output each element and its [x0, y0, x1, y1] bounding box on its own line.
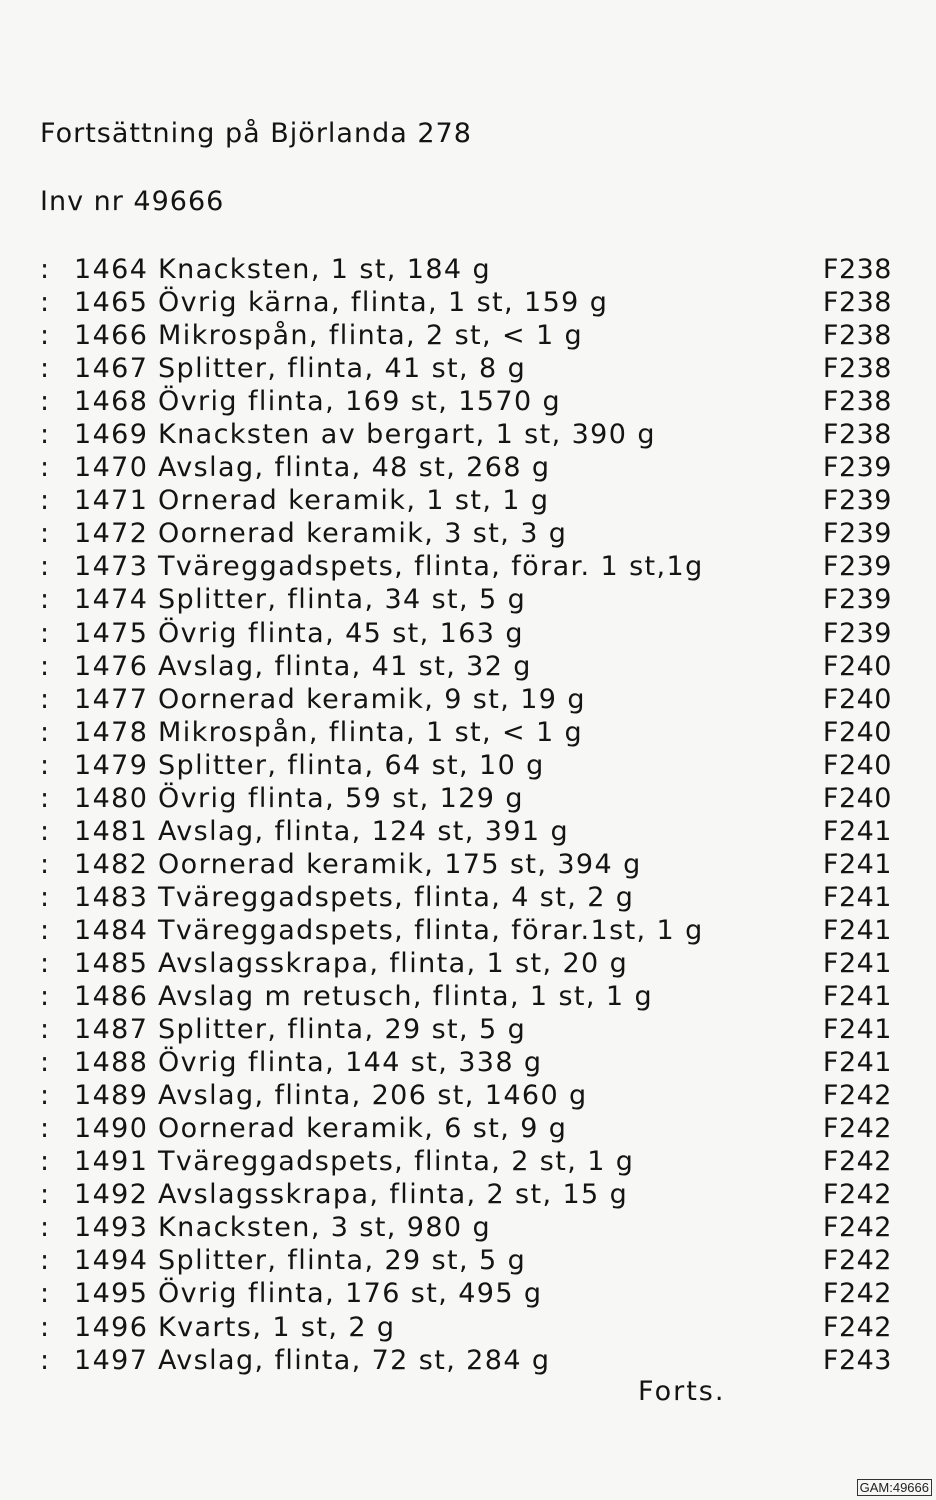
entry-colon: : [40, 881, 51, 913]
entry-number: 1496 [74, 1311, 149, 1343]
entry-colon: : [40, 848, 51, 880]
entry-code: F239 [822, 551, 892, 583]
entry-description: Avslag, flinta, 41 st, 32 g [158, 650, 532, 682]
list-item [40, 683, 892, 716]
entry-description: Avslag m retusch, flinta, 1 st, 1 g [158, 981, 653, 1013]
entry-colon: : [40, 1146, 51, 1178]
entry-code: F242 [822, 1311, 892, 1343]
list-item [40, 319, 892, 352]
entry-code: F240 [822, 683, 892, 715]
list-item [40, 1311, 892, 1344]
entry-code: F241 [822, 1014, 892, 1046]
entry-number: 1473 [74, 551, 149, 583]
list-item [40, 1244, 892, 1277]
entry-description: Mikrospån, flinta, 1 st, < 1 g [158, 716, 584, 748]
entry-description: Kvarts, 1 st, 2 g [158, 1311, 396, 1343]
entry-code: F238 [822, 320, 892, 352]
entry-description: Avslag, flinta, 72 st, 284 g [158, 1344, 551, 1376]
list-item [40, 1145, 892, 1178]
entry-colon: : [40, 617, 51, 649]
entry-colon: : [40, 584, 51, 616]
entry-colon: : [40, 419, 51, 451]
entry-colon: : [40, 518, 51, 550]
entry-code: F242 [822, 1080, 892, 1112]
entry-number: 1472 [74, 518, 149, 550]
entry-number: 1474 [74, 584, 149, 616]
entry-code: F243 [822, 1344, 892, 1376]
document-title: Fortsättning på Björlanda 278 [40, 118, 472, 149]
entry-number: 1480 [74, 782, 149, 814]
entry-description: Övrig flinta, 169 st, 1570 g [158, 386, 562, 418]
entry-description: Knacksten, 3 st, 980 g [158, 1212, 492, 1244]
entry-colon: : [40, 254, 51, 285]
list-item [40, 1112, 892, 1145]
entry-colon: : [40, 287, 51, 319]
archive-stamp: GAM:49666 [857, 1479, 932, 1496]
entry-description: Knacksten av bergart, 1 st, 390 g [158, 419, 656, 451]
entry-description: Oornerad keramik, 175 st, 394 g [158, 848, 642, 880]
entry-code: F238 [822, 287, 892, 319]
list-item [40, 650, 892, 683]
entry-code: F239 [822, 452, 892, 484]
entry-description: Splitter, flinta, 64 st, 10 g [158, 749, 545, 781]
list-item [40, 583, 892, 616]
entry-code: F239 [822, 518, 892, 550]
entry-description: Knacksten, 1 st, 184 g [158, 254, 492, 285]
entry-description: Splitter, flinta, 34 st, 5 g [158, 584, 527, 616]
entry-number: 1492 [74, 1179, 149, 1211]
list-item [40, 451, 892, 484]
entry-description: Ornerad keramik, 1 st, 1 g [158, 485, 550, 517]
entry-number: 1466 [74, 320, 149, 352]
entry-code: F241 [822, 848, 892, 880]
entry-number: 1475 [74, 617, 149, 649]
list-item [40, 914, 892, 947]
entry-description: Oornerad keramik, 3 st, 3 g [158, 518, 568, 550]
list-item [40, 848, 892, 881]
entry-number: 1497 [74, 1344, 149, 1376]
entry-colon: : [40, 320, 51, 352]
entry-code: F239 [822, 584, 892, 616]
entry-colon: : [40, 1179, 51, 1211]
list-item [40, 947, 892, 980]
list-item [40, 1046, 892, 1079]
entry-number: 1470 [74, 452, 149, 484]
list-item [40, 418, 892, 451]
entry-code: F242 [822, 1278, 892, 1310]
entry-number: 1464 [74, 254, 149, 285]
list-item [40, 352, 892, 385]
entry-colon: : [40, 1080, 51, 1112]
entry-colon: : [40, 1278, 51, 1310]
entry-code: F241 [822, 947, 892, 979]
list-item [40, 1079, 892, 1112]
entry-colon: : [40, 683, 51, 715]
entry-colon: : [40, 749, 51, 781]
entry-description: Övrig flinta, 144 st, 338 g [158, 1047, 543, 1079]
entry-colon: : [40, 1245, 51, 1277]
entry-number: 1485 [74, 947, 149, 979]
entry-description: Splitter, flinta, 29 st, 5 g [158, 1245, 527, 1277]
entry-code: F241 [822, 914, 892, 946]
entry-description: Avslag, flinta, 206 st, 1460 g [158, 1080, 588, 1112]
entry-code: F238 [822, 254, 892, 285]
entry-description: Tväreggadspets, flinta, förar.1st, 1 g [158, 914, 704, 946]
entry-colon: : [40, 1212, 51, 1244]
entry-code: F242 [822, 1212, 892, 1244]
entry-colon: : [40, 947, 51, 979]
inventory-number: Inv nr 49666 [40, 186, 225, 217]
entry-number: 1467 [74, 353, 149, 385]
entry-number: 1465 [74, 287, 149, 319]
entry-number: 1482 [74, 848, 149, 880]
entry-list [40, 253, 892, 1377]
entry-number: 1468 [74, 386, 149, 418]
entry-colon: : [40, 1047, 51, 1079]
entry-number: 1479 [74, 749, 149, 781]
entry-code: F242 [822, 1146, 892, 1178]
entry-description: Tväreggadspets, flinta, förar. 1 st,1g [158, 551, 704, 583]
entry-colon: : [40, 981, 51, 1013]
entry-description: Övrig kärna, flinta, 1 st, 159 g [158, 287, 609, 319]
entry-colon: : [40, 815, 51, 847]
entry-colon: : [40, 452, 51, 484]
entry-colon: : [40, 716, 51, 748]
entry-description: Avslag, flinta, 124 st, 391 g [158, 815, 569, 847]
list-item [40, 517, 892, 550]
entry-number: 1486 [74, 981, 149, 1013]
entry-description: Tväreggadspets, flinta, 2 st, 1 g [158, 1146, 635, 1178]
entry-colon: : [40, 353, 51, 385]
entry-description: Avslagsskrapa, flinta, 1 st, 20 g [158, 947, 629, 979]
list-item [40, 782, 892, 815]
entry-colon: : [40, 485, 51, 517]
entry-code: F242 [822, 1179, 892, 1211]
list-item [40, 815, 892, 848]
entry-code: F239 [822, 485, 892, 517]
entry-colon: : [40, 1344, 51, 1376]
entry-description: Övrig flinta, 59 st, 129 g [158, 782, 524, 814]
list-item [40, 881, 892, 914]
list-item [40, 749, 892, 782]
entry-code: F238 [822, 353, 892, 385]
entry-code: F242 [822, 1245, 892, 1277]
entry-number: 1489 [74, 1080, 149, 1112]
entry-code: F241 [822, 981, 892, 1013]
entry-description: Mikrospån, flinta, 2 st, < 1 g [158, 320, 584, 352]
entry-code: F240 [822, 650, 892, 682]
entry-code: F240 [822, 782, 892, 814]
entry-code: F239 [822, 617, 892, 649]
entry-code: F242 [822, 1113, 892, 1145]
entry-number: 1471 [74, 485, 149, 517]
list-item [40, 980, 892, 1013]
entry-code: F241 [822, 881, 892, 913]
entry-number: 1494 [74, 1245, 149, 1277]
list-item [40, 1178, 892, 1211]
entry-description: Avslag, flinta, 48 st, 268 g [158, 452, 551, 484]
entry-number: 1478 [74, 716, 149, 748]
continuation-note: Forts. [638, 1376, 726, 1407]
list-item [40, 484, 892, 517]
entry-description: Oornerad keramik, 6 st, 9 g [158, 1113, 568, 1145]
entry-number: 1495 [74, 1278, 149, 1310]
entry-code: F241 [822, 1047, 892, 1079]
list-item [40, 550, 892, 583]
entry-code: F238 [822, 386, 892, 418]
entry-description: Övrig flinta, 45 st, 163 g [158, 617, 524, 649]
entry-description: Splitter, flinta, 29 st, 5 g [158, 1014, 527, 1046]
list-item [40, 286, 892, 319]
list-item [40, 716, 892, 749]
entry-colon: : [40, 650, 51, 682]
list-item [40, 1277, 892, 1310]
entry-description: Tväreggadspets, flinta, 4 st, 2 g [158, 881, 635, 913]
entry-colon: : [40, 551, 51, 583]
entry-code: F240 [822, 749, 892, 781]
entry-number: 1491 [74, 1146, 149, 1178]
entry-colon: : [40, 782, 51, 814]
entry-colon: : [40, 1311, 51, 1343]
entry-code: F238 [822, 419, 892, 451]
entry-description: Splitter, flinta, 41 st, 8 g [158, 353, 527, 385]
entry-number: 1490 [74, 1113, 149, 1145]
entry-colon: : [40, 386, 51, 418]
list-item [40, 1344, 892, 1377]
entry-number: 1469 [74, 419, 149, 451]
entry-number: 1488 [74, 1047, 149, 1079]
entry-number: 1477 [74, 683, 149, 715]
entry-description: Avslagsskrapa, flinta, 2 st, 15 g [158, 1179, 629, 1211]
list-item [40, 385, 892, 418]
entry-number: 1476 [74, 650, 149, 682]
entry-colon: : [40, 914, 51, 946]
entry-description: Övrig flinta, 176 st, 495 g [158, 1278, 543, 1310]
entry-code: F240 [822, 716, 892, 748]
entry-number: 1481 [74, 815, 149, 847]
entry-colon: : [40, 1014, 51, 1046]
entry-description: Oornerad keramik, 9 st, 19 g [158, 683, 586, 715]
entry-number: 1484 [74, 914, 149, 946]
entry-number: 1483 [74, 881, 149, 913]
entry-colon: : [40, 1113, 51, 1145]
list-item [40, 617, 892, 650]
entry-number: 1487 [74, 1014, 149, 1046]
entry-code: F241 [822, 815, 892, 847]
entry-number: 1493 [74, 1212, 149, 1244]
list-item [40, 1211, 892, 1244]
list-item [40, 253, 892, 286]
list-item [40, 1013, 892, 1046]
